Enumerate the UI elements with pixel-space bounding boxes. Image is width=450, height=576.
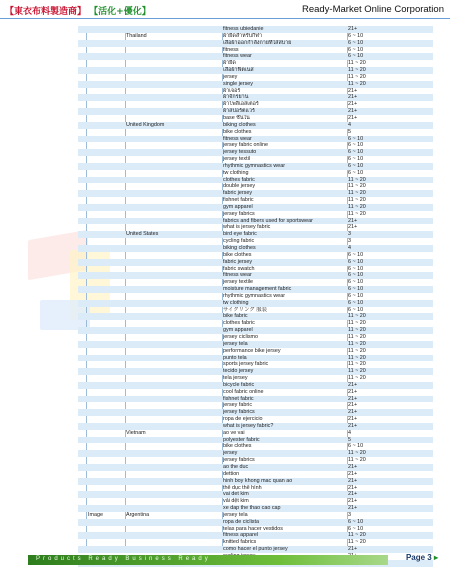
table-row <box>78 361 433 368</box>
table-cell-c4: 6 ~ 10 <box>348 525 364 532</box>
table-cell-c4: 11 ~ 20 <box>348 333 366 340</box>
table-cell-c3: gym apparel <box>223 203 253 210</box>
page-number-label: Page 3 <box>405 553 432 562</box>
table-row <box>78 416 433 423</box>
table-row <box>78 136 433 143</box>
table-cell-c3: jersey tessuto <box>223 149 257 156</box>
table-cell-c4: 11 ~ 20 <box>348 347 366 354</box>
table-row <box>78 355 433 362</box>
table-cell-c3: ropa de ciclista <box>223 518 259 525</box>
table-cell-c4: 6 ~ 10 <box>348 286 364 293</box>
table-row <box>78 457 433 464</box>
table-cell-c3: gym apparel <box>223 327 253 334</box>
table-cell-c4: 21+ <box>348 224 358 231</box>
table-cell-c3: fabric swatch <box>223 265 255 272</box>
table-row <box>78 163 433 170</box>
table-cell-c4: 21+ <box>348 422 358 429</box>
table-cell-c4: 11 ~ 20 <box>348 368 366 375</box>
table-cell-c4: 11 ~ 20 <box>348 457 366 464</box>
table-cell-c1: Image <box>88 511 103 518</box>
table-row <box>78 108 433 115</box>
table-cell-c4: 4 <box>348 429 351 436</box>
table-cell-c3: jersey fabric <box>223 402 253 409</box>
header-divider <box>0 18 450 19</box>
table-cell-c3: rhythmic gymnastics wear <box>223 162 286 169</box>
table-row <box>78 532 433 539</box>
table-cell-c3: ผ้าจักรยาน <box>223 94 249 101</box>
table-cell-c3: thể dục thể hình <box>223 484 262 491</box>
table-row <box>78 279 433 286</box>
table-cell-c3: punto tela <box>223 354 247 361</box>
table-cell-c4: 6 ~ 10 <box>348 292 364 299</box>
table-cell-c3: ao the duc <box>223 464 249 470</box>
table-cell-c3: biking clothes <box>223 245 256 251</box>
table-cell-c4: 3 <box>348 511 351 518</box>
table-cell-c3: jersey fabrics <box>223 210 255 217</box>
table-row <box>78 437 433 444</box>
table-cell-c3: jersey textil <box>223 156 250 163</box>
table-cell-c4: 21+ <box>348 114 358 121</box>
table-row <box>78 122 433 129</box>
table-row <box>78 231 433 238</box>
table-cell-c3: jersey ciclismo <box>223 333 259 340</box>
table-cell-c4: 11 ~ 20 <box>348 67 366 74</box>
table-row <box>78 450 433 457</box>
table-cell-c4: 21+ <box>348 491 358 498</box>
table-row <box>78 204 433 211</box>
table-row <box>78 313 433 320</box>
table-row <box>78 430 433 437</box>
table-cell-c3: knitted fabrics <box>223 539 257 546</box>
table-row <box>78 224 433 231</box>
header-brand-name: 【東衣布料製造商】 <box>5 7 87 17</box>
table-row <box>78 74 433 81</box>
table-row <box>78 67 433 74</box>
table-cell-c4: 11 ~ 20 <box>348 80 366 87</box>
table-cell-c3: fitness ubiedanie <box>223 26 264 32</box>
table-row <box>78 170 433 177</box>
table-cell-c4: 6 ~ 10 <box>348 142 364 149</box>
table-cell-c3: jersey tela <box>223 511 248 518</box>
table-cell-c3: jersey fabrics <box>223 409 255 416</box>
header-tag: 【活化+優化】 <box>89 7 151 17</box>
table-row <box>78 443 433 450</box>
table-cell-c4: 5 <box>348 436 351 443</box>
table-cell-c4: 6 ~ 10 <box>348 135 364 142</box>
table-cell-c4: 6 ~ 10 <box>348 46 364 53</box>
table-cell-c4: 21+ <box>348 217 358 224</box>
table-row <box>78 101 433 108</box>
table-cell-c4: 21+ <box>348 388 358 395</box>
table-row <box>78 266 433 273</box>
table-row <box>78 546 433 553</box>
table-row <box>78 33 433 40</box>
table-cell-c3: bike clothes <box>223 443 252 450</box>
table-cell-c4: 21+ <box>348 416 358 423</box>
table-cell-c3: ผ้าโพลีเอสเตอร์ <box>223 101 259 108</box>
table-row <box>78 177 433 184</box>
table-cell-c2: United States <box>126 231 159 238</box>
table-cell-c4: 11 ~ 20 <box>348 60 366 67</box>
table-row <box>78 327 433 334</box>
table-cell-c4: 6 ~ 10 <box>348 169 364 176</box>
page-arrow-icon: ▸ <box>433 553 438 562</box>
table-row <box>78 183 433 190</box>
table-row <box>78 94 433 101</box>
table-row <box>78 245 433 252</box>
table-row <box>78 382 433 389</box>
table-cell-c4: 6 ~ 10 <box>348 279 364 286</box>
table-cell-c4: 11 ~ 20 <box>348 532 366 539</box>
table-cell-c3: jersey textile <box>223 279 253 286</box>
table-cell-c3: jersey tela <box>223 340 248 347</box>
table-cell-c3: como hacer el punto jersey <box>223 546 288 553</box>
table-cell-c3: fishnet fabric <box>223 395 254 402</box>
table-cell-c3: jersey <box>223 73 238 80</box>
table-cell-c3: tecido jersey <box>223 368 254 375</box>
table-row <box>78 539 433 546</box>
table-cell-c4: 11 ~ 20 <box>348 73 366 80</box>
table-cell-c4: 21+ <box>348 498 358 505</box>
table-row <box>78 211 433 218</box>
table-row <box>78 471 433 478</box>
table-cell-c3: rhythmic gymnastics wear <box>223 292 286 299</box>
table-cell-c4: 21+ <box>348 546 358 553</box>
table-cell-c4: 21+ <box>348 470 358 477</box>
table-cell-c3: fabric jersey <box>223 258 253 265</box>
table-row <box>78 375 433 382</box>
table-cell-c4: 6 ~ 10 <box>348 265 364 272</box>
table-row <box>78 115 433 122</box>
table-row <box>78 526 433 533</box>
table-cell-c4: 21+ <box>348 108 358 115</box>
table-cell-c4: 6 ~ 10 <box>348 162 364 169</box>
table-cell-c3: clothes fabric <box>223 320 255 327</box>
table-cell-c3: biking clothes <box>223 121 256 128</box>
table-row <box>78 341 433 348</box>
table-cell-c4: 21+ <box>348 101 358 108</box>
table-cell-c3: fishnet fabric <box>223 197 254 204</box>
table-cell-c3: ผ้ายืด <box>223 60 236 67</box>
table-cell-c4: 11 ~ 20 <box>348 190 366 197</box>
table-row <box>78 396 433 403</box>
table-cell-c4: 6 ~ 10 <box>348 149 364 156</box>
table-cell-c4: 11 ~ 20 <box>348 320 366 327</box>
table-cell-c3: telas para hacer vestidos <box>223 525 283 532</box>
table-cell-c2: United Kingdom <box>126 121 165 128</box>
table-cell-c4: 6 ~ 10 <box>348 306 364 313</box>
table-row <box>78 40 433 47</box>
table-row <box>78 81 433 88</box>
table-cell-c3: moisture management fabric <box>223 286 292 293</box>
footer-slogan: Products Ready Business Ready <box>36 556 211 562</box>
table-row <box>78 320 433 327</box>
table-cell-c3: tw clothing <box>223 169 249 176</box>
table-row <box>78 409 433 416</box>
table-row <box>78 478 433 485</box>
table-row <box>78 218 433 225</box>
table-cell-c3: bike fabric <box>223 313 248 320</box>
table-cell-c3: single jersey <box>223 80 253 87</box>
table-cell-c3: tela jersey <box>223 375 248 382</box>
table-cell-c3: fitness apparel <box>223 532 259 539</box>
table-cell-c2: Thailand <box>126 32 147 39</box>
table-cell-c3: fabric jersey <box>223 190 253 197</box>
table-row <box>78 142 433 149</box>
header-brand <box>5 4 151 17</box>
table-cell-c4: 11 ~ 20 <box>348 450 366 457</box>
table-cell-c4: 6 ~ 10 <box>348 299 364 306</box>
table-cell-c4: 6 ~ 10 <box>348 258 364 265</box>
table-row <box>78 156 433 163</box>
page-header <box>0 0 450 20</box>
table-cell-c3: base ชั้นใน <box>223 114 250 121</box>
page-number <box>406 553 438 562</box>
table-cell-c3: ผ้าเจอร์ <box>223 87 241 94</box>
table-cell-c4: 3 <box>348 238 351 245</box>
table-cell-c3: ropa de ejercicio <box>223 416 263 423</box>
table-cell-c4: 6 ~ 10 <box>348 518 364 525</box>
table-cell-c3: clothes fabric <box>223 176 255 183</box>
table-cell-c3: fabrics and fibers used for sportswear <box>223 217 313 224</box>
table-cell-c3: fitness wear <box>223 272 252 279</box>
table-row <box>78 252 433 259</box>
table-row <box>78 307 433 314</box>
table-cell-c3: dettion <box>223 470 240 477</box>
table-cell-c3: vải dệt kim <box>223 498 249 505</box>
table-cell-c4: 11 ~ 20 <box>348 203 366 210</box>
table-cell-c3: bird eye fabric <box>223 231 257 238</box>
table-row <box>78 300 433 307</box>
table-cell-c3: เสื้อผ้าฟิตเนส <box>223 67 254 74</box>
table-cell-c4: 21+ <box>348 26 358 32</box>
table-cell-c3: what is jersey fabric <box>223 224 271 231</box>
table-cell-c4: 4 <box>348 245 351 251</box>
table-cell-c3: ผ้าสปอร์ตแวร์ <box>223 108 255 115</box>
table-cell-c3: fitness wear <box>223 53 252 60</box>
table-cell-c3: what is jersey fabric? <box>223 422 274 429</box>
table-cell-c3: sports jersey fabric <box>223 361 269 368</box>
table-cell-c4: 21+ <box>348 402 358 409</box>
table-row <box>78 368 433 375</box>
table-cell-c3: vai det kim <box>223 491 249 498</box>
table-cell-c4: 6 ~ 10 <box>348 272 364 279</box>
table-cell-c4: 11 ~ 20 <box>348 327 366 334</box>
table-cell-c3: jersey <box>223 450 238 457</box>
table-cell-c4: 6 ~ 10 <box>348 251 364 258</box>
table-cell-c4: 21+ <box>348 94 358 101</box>
table-row <box>78 498 433 505</box>
table-row <box>78 26 433 33</box>
table-row <box>78 423 433 430</box>
table-cell-c3: bike clothes <box>223 251 252 258</box>
table-cell-c3: fitness <box>223 46 239 53</box>
header-company: Ready-Market Online Corporation <box>301 4 444 15</box>
table-cell-c4: 11 ~ 20 <box>348 197 366 204</box>
table-cell-c3: cycling fabric <box>223 238 255 245</box>
table-row <box>78 464 433 471</box>
table-cell-c4: 11 ~ 20 <box>348 354 366 361</box>
table-cell-c3: ผ้ายืดสำหรับกีฬา <box>223 32 263 39</box>
table-cell-c3: jersey fabric online <box>223 142 268 149</box>
table-cell-c4: 21+ <box>348 477 358 484</box>
table-cell-c4: 21+ <box>348 484 358 491</box>
table-row <box>78 149 433 156</box>
table-row <box>78 129 433 136</box>
table-cell-c3: fitness wear <box>223 135 252 142</box>
table-cell-c3: double jersey <box>223 183 256 190</box>
table-cell-c4: 6 ~ 10 <box>348 32 364 39</box>
table-row <box>78 272 433 279</box>
keyword-table <box>78 26 433 567</box>
table-row <box>78 485 433 492</box>
table-cell-c4: 11 ~ 20 <box>348 210 366 217</box>
table-cell-c4: 11 ~ 20 <box>348 539 366 546</box>
table-row <box>78 286 433 293</box>
table-cell-c2: Argentina <box>126 511 150 518</box>
table-cell-c3: bicycle fabric <box>223 381 255 388</box>
table-row <box>78 389 433 396</box>
table-cell-c3: ao ve vai <box>223 429 245 436</box>
table-row <box>78 348 433 355</box>
table-cell-c4: 6 ~ 10 <box>348 39 364 46</box>
table-cell-c3: performance bike jersey <box>223 347 281 354</box>
table-cell-c4: 11 ~ 20 <box>348 340 366 347</box>
table-cell-c4: 3 <box>348 231 351 238</box>
table-row <box>78 512 433 519</box>
table-cell-c4: 6 ~ 10 <box>348 53 364 60</box>
table-cell-c3: เสื้อผ้าออกกำลังกายที่ใส่สบาย <box>223 39 292 46</box>
table-cell-c3: jersey fabrics <box>223 457 255 464</box>
table-row <box>78 53 433 60</box>
table-row <box>78 197 433 204</box>
table-cell-c4: 11 ~ 20 <box>348 176 366 183</box>
table-cell-c4: 11 ~ 20 <box>348 313 366 320</box>
table-cell-c3: polyester fabric <box>223 436 260 443</box>
table-cell-c4: 21+ <box>348 505 358 512</box>
table-row <box>78 505 433 512</box>
table-row <box>78 259 433 266</box>
table-cell-c4: 6 ~ 10 <box>348 443 364 450</box>
table-cell-c4: 11 ~ 20 <box>348 361 366 368</box>
table-row <box>78 88 433 95</box>
table-cell-c3: bike clothes <box>223 128 252 135</box>
table-row <box>78 402 433 409</box>
table-cell-c4: 4 <box>348 121 351 128</box>
table-row <box>78 60 433 67</box>
table-cell-c3: xe dap the thao cao cap <box>223 505 281 512</box>
table-cell-c4: 21+ <box>348 381 358 388</box>
table-row <box>78 334 433 341</box>
table-row <box>78 519 433 526</box>
table-row <box>78 238 433 245</box>
table-cell-c2: Vietnam <box>126 429 146 436</box>
table-cell-c3: tw clothing <box>223 299 249 306</box>
table-cell-c3: hinh boy khong mac quan ao <box>223 477 293 484</box>
table-cell-c4: 21+ <box>348 395 358 402</box>
table-row <box>78 47 433 54</box>
table-cell-c4: 11 ~ 20 <box>348 183 366 190</box>
table-cell-c4: 11 ~ 20 <box>348 375 366 382</box>
table-cell-c3: サイクリング 服装 <box>223 306 268 313</box>
table-row <box>78 293 433 300</box>
table-cell-c3: cool fabric online <box>223 388 264 395</box>
table-row <box>78 491 433 498</box>
table-cell-c4: 6 ~ 10 <box>348 156 364 163</box>
table-cell-c4: 21+ <box>348 464 358 470</box>
table-cell-c4: 5 <box>348 128 351 135</box>
table-cell-c4: 21+ <box>348 409 358 416</box>
table-row <box>78 190 433 197</box>
table-cell-c4: 21+ <box>348 87 358 94</box>
